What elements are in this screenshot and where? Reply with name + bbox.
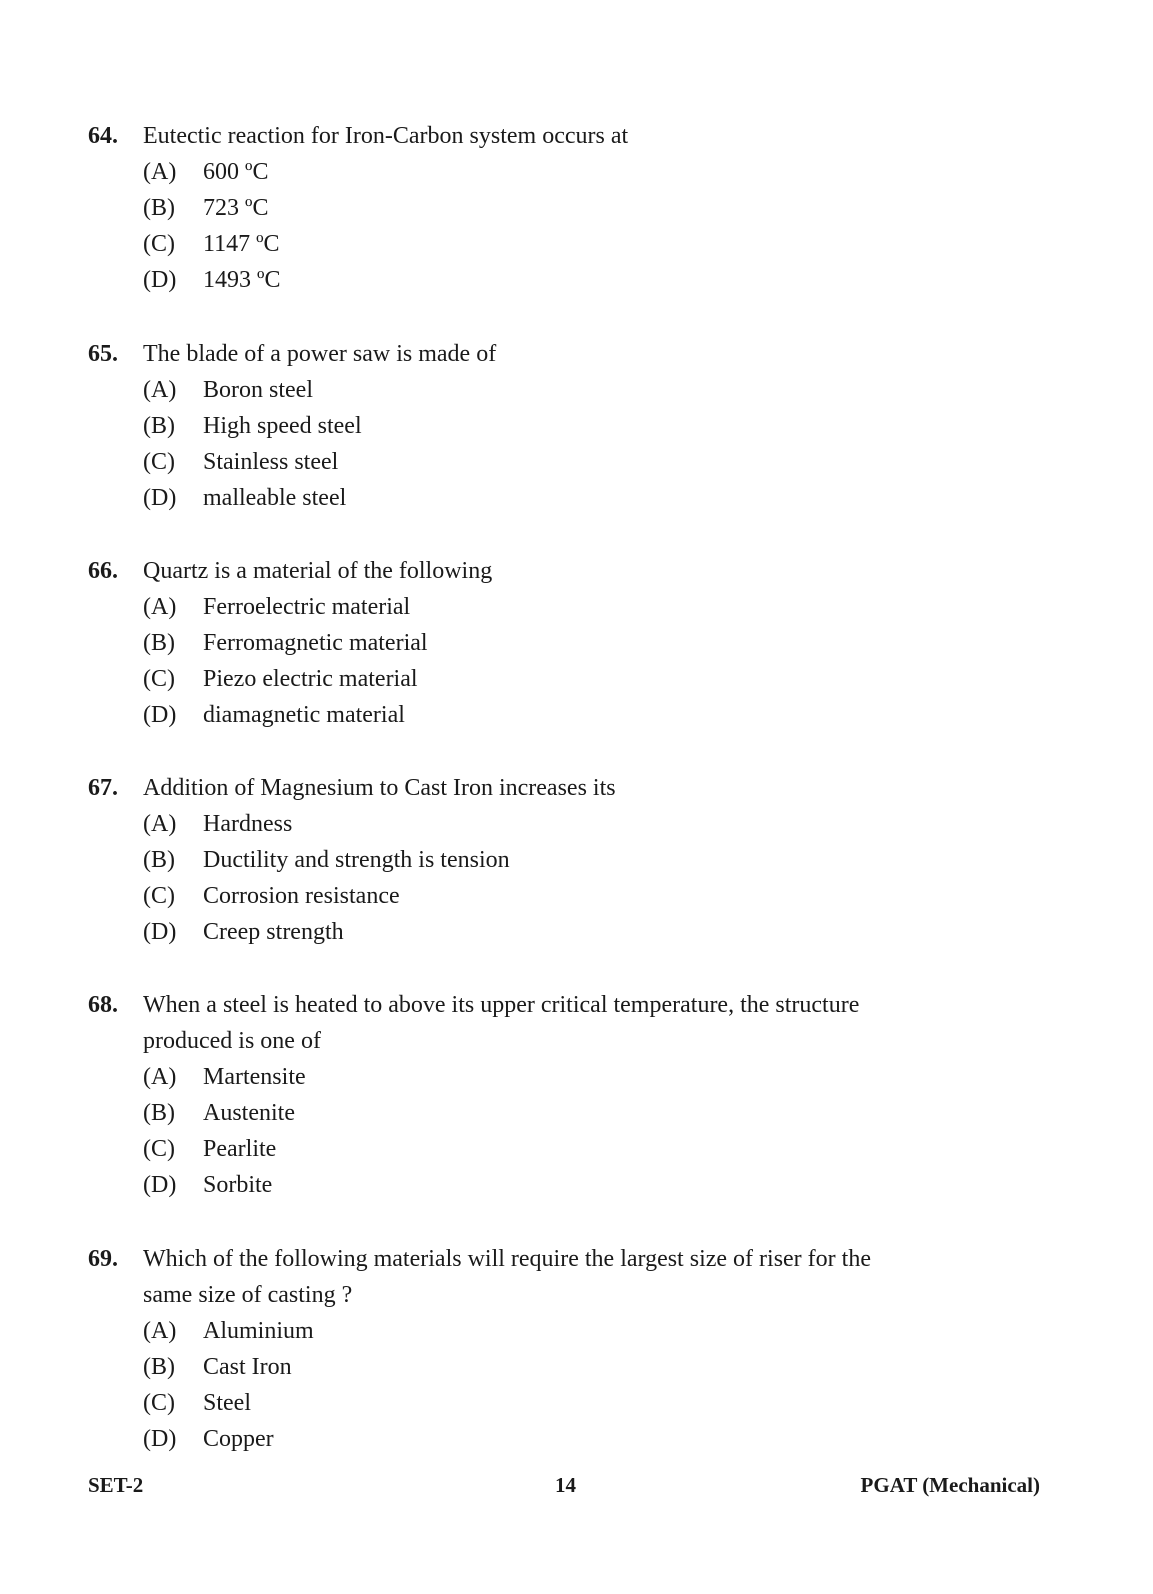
option-text: Ferroelectric material [203,594,411,620]
option-label: (B) [143,847,175,873]
option-d [143,697,988,733]
option-d [143,480,988,516]
option-text: diamagnetic material [203,702,405,728]
option-a [143,589,988,625]
question-text: Which of the following materials will require the largest size of riser for the same size of casting ? [143,1246,871,1308]
option-label: (C) [143,666,175,692]
option-text: 1147 ºC [203,231,280,257]
option-c [143,1385,988,1421]
option-c [143,226,988,262]
option-b [143,1095,988,1131]
option-text: Steel [203,1390,251,1416]
footer-page-number: 14 [555,1473,576,1497]
option-text: Copper [203,1426,274,1452]
option-b [143,190,988,226]
footer-set-label: SET-2 [88,1473,144,1497]
options-list [143,1313,988,1457]
option-d [143,262,988,298]
question-text: Quartz is a material of the following [143,558,493,584]
question-text: When a steel is heated to above its upper critical temperature, the structure produced is one of [143,992,860,1054]
option-label: (A) [143,594,177,620]
option-a [143,1059,988,1095]
option-c [143,661,988,697]
question-68 [88,987,988,1203]
question-number: 67. [88,775,118,801]
options-list [143,154,988,298]
option-label: (C) [143,883,175,909]
question-65 [88,336,988,516]
question-67 [88,770,988,950]
option-text: 1493 ºC [203,267,281,293]
question-number: 69. [88,1246,118,1272]
option-text: Ferromagnetic material [203,630,428,656]
option-label: (B) [143,413,175,439]
option-text: Corrosion resistance [203,883,400,909]
question-64 [88,118,988,298]
option-text: Austenite [203,1100,295,1126]
option-d [143,914,988,950]
question-66 [88,553,988,733]
options-list [143,1059,988,1203]
option-text: Piezo electric material [203,666,418,692]
option-text: Aluminium [203,1318,314,1344]
option-a [143,1313,988,1349]
option-label: (A) [143,377,177,403]
options-list [143,372,988,516]
option-label: (D) [143,702,177,728]
option-label: (D) [143,1426,177,1452]
option-d [143,1167,988,1203]
option-text: malleable steel [203,485,347,511]
question-text: Addition of Magnesium to Cast Iron increases its [143,775,616,801]
option-label: (C) [143,1390,175,1416]
footer-exam-name: PGAT (Mechanical) [860,1473,1040,1497]
option-text: Pearlite [203,1136,277,1162]
option-d [143,1421,988,1457]
option-text: High speed steel [203,413,362,439]
option-label: (D) [143,485,177,511]
option-text: Ductility and strength is tension [203,847,510,873]
option-label: (C) [143,449,175,475]
option-label: (B) [143,1100,175,1126]
question-number: 65. [88,341,118,367]
option-label: (D) [143,919,177,945]
option-text: Hardness [203,811,293,837]
option-label: (B) [143,630,175,656]
option-a [143,154,988,190]
option-text: Creep strength [203,919,344,945]
option-c [143,444,988,480]
question-text: Eutectic reaction for Iron-Carbon system occurs at [143,123,629,149]
option-label: (D) [143,1172,177,1198]
option-label: (D) [143,267,177,293]
question-text: The blade of a power saw is made of [143,341,497,367]
options-list [143,589,988,733]
options-list [143,806,988,950]
option-label: (C) [143,231,175,257]
question-number: 64. [88,123,118,149]
question-69 [88,1241,988,1457]
option-text: Boron steel [203,377,313,403]
option-label: (A) [143,159,177,185]
option-b [143,1349,988,1385]
option-label: (A) [143,1064,177,1090]
option-label: (B) [143,1354,175,1380]
option-a [143,806,988,842]
option-a [143,372,988,408]
option-text: Stainless steel [203,449,339,475]
question-number: 66. [88,558,118,584]
option-b [143,625,988,661]
option-label: (C) [143,1136,175,1162]
question-number: 68. [88,992,118,1018]
option-b [143,842,988,878]
option-text: Cast Iron [203,1354,292,1380]
option-b [143,408,988,444]
option-text: Sorbite [203,1172,273,1198]
option-text: Martensite [203,1064,306,1090]
option-label: (B) [143,195,175,221]
option-c [143,878,988,914]
option-label: (A) [143,811,177,837]
option-text: 723 ºC [203,195,269,221]
option-text: 600 ºC [203,159,269,185]
option-label: (A) [143,1318,177,1344]
option-c [143,1131,988,1167]
